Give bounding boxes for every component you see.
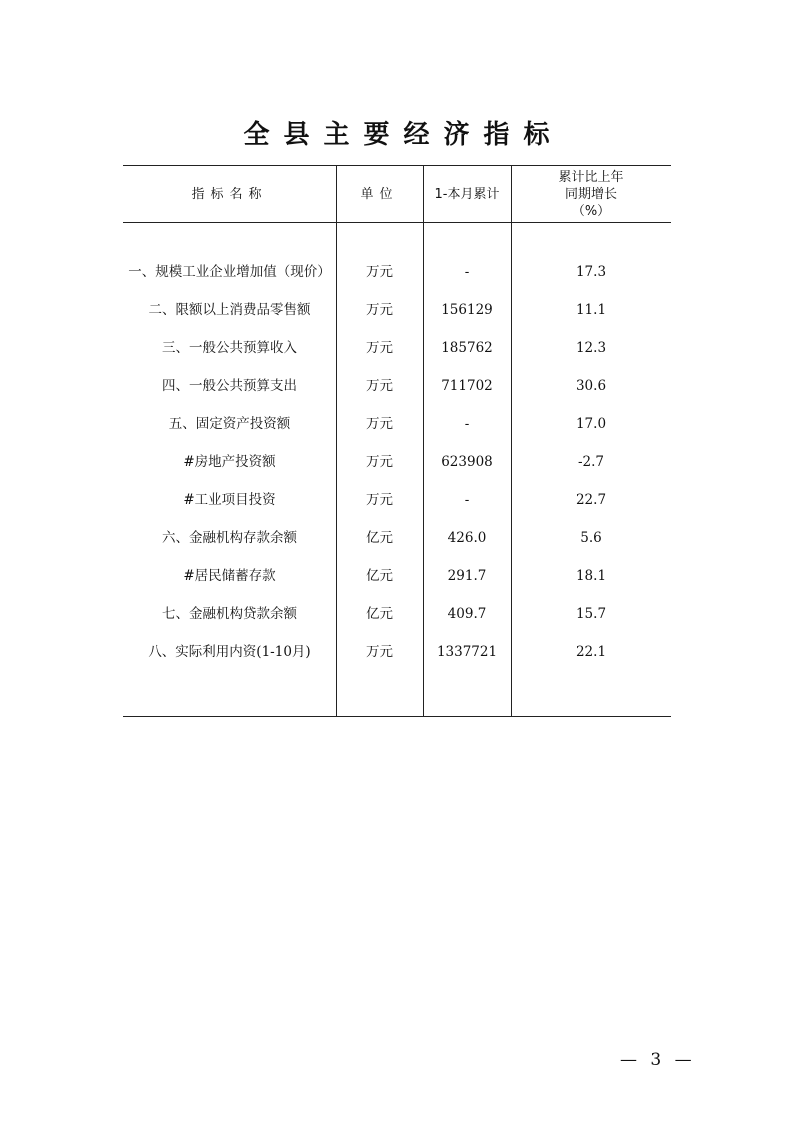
row-name: 二、限额以上消费品零售额 bbox=[148, 302, 311, 318]
header-unit: 单位 bbox=[360, 186, 399, 202]
row-growth: 11.1 bbox=[575, 302, 607, 318]
row-unit: 万元 bbox=[366, 340, 393, 356]
table-row bbox=[123, 367, 671, 405]
row-cumulative: 623908 bbox=[441, 454, 493, 470]
row-growth: 17.3 bbox=[575, 264, 607, 280]
row-growth: 22.7 bbox=[575, 492, 607, 508]
page-title: 全县主要经济指标 bbox=[243, 120, 564, 150]
page-number: — 3 — bbox=[620, 1050, 696, 1070]
row-cumulative: - bbox=[464, 416, 470, 432]
row-cumulative: - bbox=[464, 492, 470, 508]
row-unit: 万元 bbox=[366, 302, 393, 318]
table-row bbox=[123, 519, 671, 557]
row-growth: 30.6 bbox=[575, 378, 607, 394]
row-unit: 万元 bbox=[366, 416, 393, 432]
row-name: 三、一般公共预算收入 bbox=[162, 340, 297, 356]
row-name: 五、固定资产投资额 bbox=[168, 416, 291, 432]
header-growth-line1: 累计比上年 bbox=[558, 169, 624, 185]
table-row bbox=[123, 557, 671, 595]
row-cumulative: 156129 bbox=[441, 302, 493, 318]
row-cumulative: 409.7 bbox=[447, 606, 487, 622]
header-growth bbox=[511, 166, 671, 222]
row-name: 七、金融机构贷款余额 bbox=[162, 606, 297, 622]
row-growth: 22.1 bbox=[575, 644, 607, 660]
row-cumulative: - bbox=[464, 264, 470, 280]
table-row bbox=[123, 253, 671, 291]
row-name: 六、金融机构存款余额 bbox=[162, 530, 297, 546]
row-name: 四、一般公共预算支出 bbox=[162, 378, 297, 394]
row-cumulative: 291.7 bbox=[447, 568, 487, 584]
row-unit: 万元 bbox=[366, 454, 393, 470]
header-growth-line3: （%） bbox=[571, 203, 611, 219]
row-cumulative: 426.0 bbox=[447, 530, 487, 546]
row-unit: 万元 bbox=[366, 644, 393, 660]
table-row bbox=[123, 329, 671, 367]
row-unit: 万元 bbox=[366, 264, 393, 280]
table-row bbox=[123, 443, 671, 481]
header-rule bbox=[123, 222, 671, 223]
row-name: #居民储蓄存款 bbox=[183, 568, 276, 584]
row-growth: 17.0 bbox=[575, 416, 607, 432]
indicators-table bbox=[123, 165, 671, 717]
row-unit: 亿元 bbox=[366, 606, 393, 622]
table-body bbox=[123, 253, 671, 671]
table-row bbox=[123, 633, 671, 671]
row-growth: 18.1 bbox=[575, 568, 607, 584]
row-unit: 万元 bbox=[366, 378, 393, 394]
row-cumulative: 711702 bbox=[441, 378, 493, 394]
row-growth: 15.7 bbox=[575, 606, 607, 622]
header-growth-line2: 同期增长 bbox=[564, 186, 617, 202]
row-name: #房地产投资额 bbox=[183, 454, 276, 470]
row-growth: -2.7 bbox=[577, 454, 605, 470]
header-indicator-name: 指标名称 bbox=[191, 186, 268, 202]
row-unit: 亿元 bbox=[366, 568, 393, 584]
row-name: #工业项目投资 bbox=[183, 492, 276, 508]
row-growth: 12.3 bbox=[575, 340, 607, 356]
row-name: 八、实际利用内资(1-10月) bbox=[148, 644, 311, 660]
row-unit: 亿元 bbox=[366, 530, 393, 546]
table-row bbox=[123, 291, 671, 329]
row-cumulative: 1337721 bbox=[436, 644, 498, 660]
table-row bbox=[123, 595, 671, 633]
row-unit: 万元 bbox=[366, 492, 393, 508]
row-growth: 5.6 bbox=[580, 530, 602, 546]
row-cumulative: 185762 bbox=[441, 340, 493, 356]
table-row bbox=[123, 405, 671, 443]
row-name: 一、规模工业企业增加值（现价） bbox=[128, 264, 331, 280]
header-cumulative: 1-本月累计 bbox=[434, 186, 500, 202]
table-row bbox=[123, 481, 671, 519]
